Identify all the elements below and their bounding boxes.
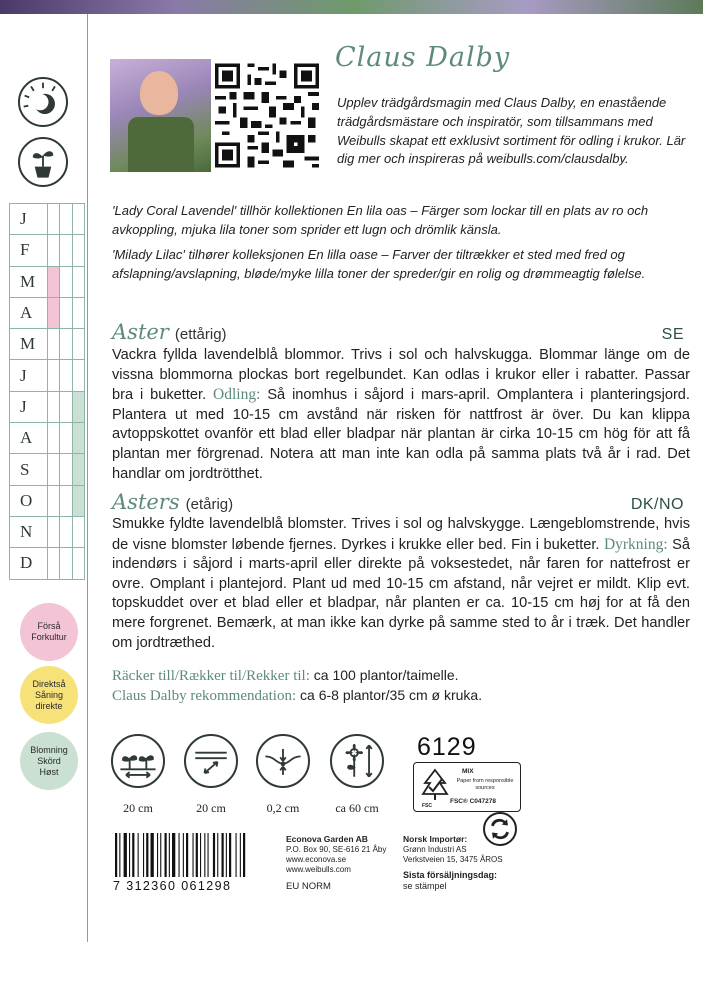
calendar-cell — [72, 204, 85, 234]
calendar-cell — [72, 423, 85, 453]
calendar-cell — [72, 360, 85, 390]
intro-text: Upplev trädgårdsmagin med Claus Dalby, en enastående trädgårdsmästare och inspiratör, som tillsammans med Weibulls skapat ett exklusivt sortiment för odling i krukor. Lär dig mer och inspireras på weibulls.com/clausdalby. — [337, 95, 686, 167]
barcode-bar — [196, 833, 198, 877]
calendar-cell — [47, 360, 59, 390]
sun-icon — [18, 77, 68, 127]
eu-norm: EU NORM — [286, 881, 331, 892]
calendar-month-label: J — [9, 360, 47, 390]
barcode-bar — [226, 833, 227, 877]
calendar-cell — [59, 329, 71, 359]
barcode-bar — [119, 833, 120, 877]
calendar-cell — [47, 517, 59, 547]
description-se-part2: Så inomhus i såjord i mars-april. Omplantera i planteringsjord. Plantera ut med 10-15 cm avstånd när risken för nattfrost är över. Du kan klippa avtoppskottet ovanför ett blad eller bladpar när plantan är cirka 10-15 cm hög för att få plantan mer förgrenad. Notera att man inte kan odla på samma plats två år i rad. Det handlar om jordtrötthet. — [112, 387, 690, 482]
symbol-label-1: 20 cm — [123, 801, 153, 815]
barcode-bar — [172, 833, 175, 877]
row-spacing-icon — [184, 734, 238, 788]
symbol-label-3: 0,2 cm — [266, 801, 300, 815]
importer-line-2: Verkstveien 15, 3475 ÅROS — [403, 855, 503, 864]
calendar-month-row — [9, 517, 85, 548]
product-code: 6129 — [417, 733, 477, 761]
company-name: Econova Garden AB — [286, 834, 368, 844]
importer-address — [403, 834, 503, 865]
calendar-month-row — [9, 235, 85, 266]
calendar-cell — [59, 298, 71, 328]
seedling-pot-icon — [18, 137, 68, 187]
collection-text-se: 'Lady Coral Lavendel' tillhör kollektionen En lila oas – Färger som lockar till en plats av ro och avkoppling, mjuka lila toner som sprider ett lugn och drömlik känsla. — [112, 203, 649, 237]
calendar-month-label: J — [9, 204, 47, 234]
calendar-cell — [72, 235, 85, 265]
barcode-bar — [138, 833, 139, 877]
barcode-bar — [186, 833, 188, 877]
barcode-number: 7 312360 061298 — [113, 879, 232, 893]
barcode-bar — [165, 833, 167, 877]
badge-text: Høst — [39, 766, 59, 777]
calendar-month-label: O — [9, 486, 47, 516]
badge-pre-sow — [20, 603, 78, 661]
calendar-cell — [72, 329, 85, 359]
calendar-cell — [47, 423, 59, 453]
fsc-label — [413, 762, 521, 812]
calendar-cell — [47, 454, 59, 484]
calendar-month-label: F — [9, 235, 47, 265]
description-dk — [112, 515, 690, 653]
barcode-bar — [146, 833, 148, 877]
barcode-bar — [200, 833, 201, 877]
plant-name-dk: Asters — [112, 490, 180, 514]
calendar-cell — [59, 360, 71, 390]
calendar-cell — [72, 298, 85, 328]
calendar-cell — [59, 267, 71, 297]
barcode-bar — [193, 833, 194, 877]
barcode-bar — [143, 833, 144, 877]
best-before-value: se stämpel — [403, 881, 447, 891]
badge-text: Blomning — [30, 744, 68, 755]
company-address — [286, 834, 386, 875]
barcode — [113, 833, 275, 877]
barcode-bar — [213, 833, 215, 877]
calendar-month-row — [9, 486, 85, 517]
calendar-month-label: M — [9, 267, 47, 297]
top-photo-strip — [0, 0, 703, 14]
calendar-cell — [47, 329, 59, 359]
calendar-cell — [72, 548, 85, 578]
importer-title: Norsk Importør: — [403, 834, 468, 844]
barcode-bar — [243, 833, 245, 877]
recommendation-line — [112, 686, 482, 706]
calendar-cell — [47, 392, 59, 422]
barcode-bar — [217, 833, 218, 877]
description-dk-part2: Så indendørs i såjord i marts-april eller direkte på voksestedet, når faren for nattefrost er ovre. Omplant i plantejord. Plant ud med 10-15 cm afstand, når vejret er mildt. Klip evt. topskuddet over et blad eller et bladpar, når planten er ca. 10-15 cm høj for at få den mere forgrenet. Bemærk, at man ikke kan dyrke på samme sted to år i træk. Det handler om jordtræthed. — [112, 536, 690, 651]
collection-text-no: 'Milady Lilac' tilhører kolleksjonen En lilla oase – Farver der tiltrækker et sted med fred og afslapning/avslapning, bløde/myke lilla toner der spreder/gir en rolig og drømmeagtig følelse. — [112, 247, 646, 281]
barcode-bar — [151, 833, 154, 877]
calendar-cell — [59, 204, 71, 234]
calendar-month-label: A — [9, 298, 47, 328]
language-label-se: SE — [661, 326, 684, 343]
calendar-month-row — [9, 548, 85, 579]
fsc-subtitle: Paper from responsible sources — [456, 778, 514, 791]
barcode-bar — [129, 833, 130, 877]
calendar-cell — [72, 267, 85, 297]
barcode-bar — [157, 833, 158, 877]
growing-label-se: Odling: — [213, 386, 261, 404]
section-title-dk — [112, 490, 684, 514]
barcode-bar — [169, 833, 170, 877]
best-before — [403, 870, 497, 892]
company-line-3: www.weibulls.com — [286, 865, 351, 874]
calendar-month-row — [9, 392, 85, 423]
growing-label-dk: Dyrkning: — [603, 535, 668, 553]
yield-value: ca 100 plantor/taimelle. — [313, 667, 459, 683]
barcode-bar — [179, 833, 180, 877]
description-se — [112, 346, 690, 484]
badge-bloom-harvest — [20, 732, 78, 790]
plant-name-se: Aster — [112, 320, 169, 344]
calendar-cell — [47, 486, 59, 516]
yield-line — [112, 666, 459, 686]
badge-text: Såning — [34, 689, 63, 700]
calendar-cell — [59, 486, 71, 516]
barcode-bar — [236, 833, 237, 877]
section-title-se — [112, 320, 684, 344]
barcode-bar — [132, 833, 134, 877]
plant-height-icon — [330, 734, 384, 788]
calendar-cell — [59, 235, 71, 265]
badge-text: Skörd — [37, 755, 61, 766]
barcode-bar — [115, 833, 117, 877]
symbol-label-4: ca 60 cm — [335, 801, 379, 815]
calendar-month-label: S — [9, 454, 47, 484]
recommendation-value: ca 6-8 plantor/35 cm ø kruka. — [300, 687, 483, 703]
barcode-bar — [229, 833, 231, 877]
calendar-cell — [72, 454, 85, 484]
symbol-label-2: 20 cm — [196, 801, 226, 815]
calendar-cell — [59, 423, 71, 453]
fsc-mix: MIX — [462, 768, 474, 775]
qr-code[interactable] — [215, 59, 319, 172]
calendar-month-row — [9, 267, 85, 298]
plant-spacing-icon — [111, 734, 165, 788]
calendar-cell — [72, 517, 85, 547]
calendar-month-label: N — [9, 517, 47, 547]
badge-text: Forkultur — [31, 632, 67, 642]
claus-dalby-photo — [110, 59, 211, 172]
calendar-month-label: A — [9, 423, 47, 453]
calendar-cell — [47, 548, 59, 578]
sidebar-divider — [87, 14, 88, 942]
calendar-cell — [47, 204, 59, 234]
calendar-cell — [47, 235, 59, 265]
barcode-bar — [183, 833, 184, 877]
calendar-cell — [59, 392, 71, 422]
recommendation-label: Claus Dalby rekommendation: — [112, 688, 297, 704]
best-before-label: Sista försäljningsdag: — [403, 870, 498, 880]
language-label-dk: DK/NO — [630, 496, 684, 513]
calendar-month-row — [9, 204, 85, 235]
badge-text: Förså — [37, 621, 61, 631]
sowing-depth-icon — [256, 734, 310, 788]
calendar-cell — [59, 548, 71, 578]
calendar-cell — [47, 267, 59, 297]
company-line-2: www.econova.se — [286, 855, 347, 864]
barcode-bar — [208, 833, 209, 877]
calendar-cell — [59, 454, 71, 484]
fsc-logo-text: FSC — [422, 803, 432, 809]
yield-label: Räcker till/Rækker til/Rekker til: — [112, 668, 310, 684]
badge-text: direkte — [35, 700, 63, 711]
calendar-month-row — [9, 360, 85, 391]
fsc-code: FSC® C047278 — [450, 798, 496, 805]
calendar-month-row — [9, 423, 85, 454]
calendar-cell — [72, 486, 85, 516]
barcode-bar — [222, 833, 224, 877]
calendar-month-row — [9, 298, 85, 329]
description-dk-part1: Smukke fyldte lavendelblå blomster. Trives i sol og halvskygge. Længeblomstrende, hvis de visne blomster løbende fjernes. Dyrkes i krukke eller bed. Fin i buketter. — [112, 516, 690, 553]
barcode-bar — [204, 833, 205, 877]
badge-direct-sow — [20, 666, 78, 724]
barcode-bar — [124, 833, 127, 877]
claus-dalby-signature: Claus Dalby — [335, 42, 511, 73]
plant-kind-se: (ettårig) — [174, 326, 227, 343]
calendar-cell — [72, 392, 85, 422]
description-se-part1: Vackra fyllda lavendelblå blommor. Trivs i sol och halvskugga. Blommar länge om de vissna blommorna plockas bort regelbundet. Kan odlas i krukor eller i rabatter. Passar bra i buketter. — [112, 347, 690, 404]
calendar-cell — [59, 517, 71, 547]
fsc-tree-icon — [420, 767, 450, 807]
calendar-month-label: J — [9, 392, 47, 422]
barcode-bar — [160, 833, 161, 877]
calendar-month-label: D — [9, 548, 47, 578]
plant-kind-dk: (etårig) — [185, 496, 234, 513]
calendar-month-label: M — [9, 329, 47, 359]
calendar-month-row — [9, 329, 85, 360]
calendar-cell — [47, 298, 59, 328]
calendar-month-row — [9, 454, 85, 485]
sowing-calendar — [9, 203, 85, 580]
importer-line-1: Grønn Industri AS — [403, 845, 467, 854]
barcode-bar — [240, 833, 241, 877]
badge-text: Direktså — [32, 678, 66, 689]
company-line-1: P.O. Box 90, SE-616 21 Åby — [286, 845, 387, 854]
